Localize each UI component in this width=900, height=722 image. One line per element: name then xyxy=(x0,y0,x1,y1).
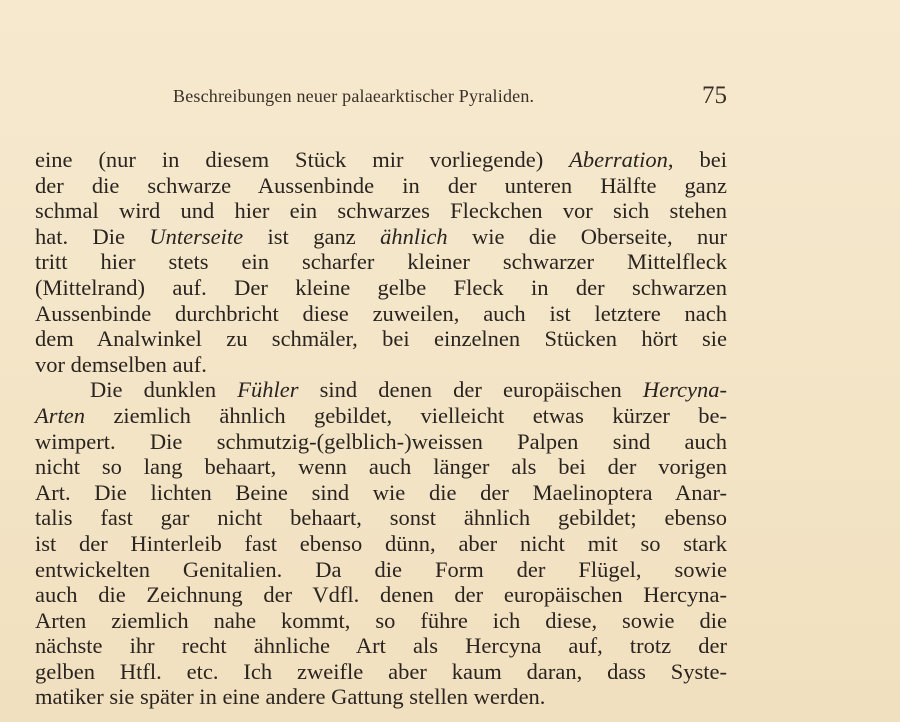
text-line xyxy=(35,633,727,659)
text-segment: (Mittelrand) auf. Der kleine gelbe Fleck in der schwarzen xyxy=(35,274,727,300)
text-segment: tritt hier stets ein scharfer kleiner schwarzer Mittelfleck xyxy=(35,249,727,275)
text-segment: ist der Hinterleib fast ebenso dünn, aber nicht mit so stark xyxy=(35,530,727,556)
text-line xyxy=(35,352,727,378)
text-segment: auch die Zeichnung der Vdfl. denen der europäischen Hercyna- xyxy=(35,582,727,608)
text-segment: hat. Die xyxy=(35,223,150,249)
text-segment: Arten ziemlich nahe kommt, so führe ich diese, sowie die xyxy=(35,607,727,633)
text-line xyxy=(35,147,727,173)
italic-term: Unterseite xyxy=(149,223,244,249)
italic-term: Arten xyxy=(35,402,85,428)
text-line xyxy=(35,505,727,531)
text-segment: entwickelten Genitalien. Da die Form der Flügel, sowie xyxy=(35,556,727,582)
text-segment: wimpert. Die schmutzig-(gelblich-)weissen Palpen sind auch xyxy=(35,428,727,454)
text-line xyxy=(35,173,727,199)
text-segment: ist ganz xyxy=(243,223,381,249)
text-segment: talis fast gar nicht behaart, sonst ähnlich gebildet; ebenso xyxy=(35,505,727,531)
text-line xyxy=(35,224,727,250)
text-line xyxy=(35,582,727,608)
text-segment: nicht so lang behaart, wenn auch länger als bei der vorigen xyxy=(35,454,727,480)
text-segment: wie die Oberseite, nur xyxy=(447,223,727,249)
body-text xyxy=(35,147,727,710)
text-segment: vor demselben auf. xyxy=(35,351,207,377)
text-segment: eine (nur in diesem Stück mir vorliegende) xyxy=(35,147,570,172)
text-segment: ziemlich ähnlich gebildet, vielleicht etwas kürzer be- xyxy=(85,402,727,428)
text-segment: Die dunklen xyxy=(90,377,238,403)
page-header xyxy=(35,82,727,116)
text-segment: gelben Htfl. etc. Ich zweifle aber kaum daran, dass Syste- xyxy=(35,658,727,684)
page-number: 75 xyxy=(702,82,727,109)
text-segment: schmal wird und hier ein schwarzes Fleckchen vor sich stehen xyxy=(35,198,727,224)
text-line xyxy=(35,301,727,327)
text-line xyxy=(35,454,727,480)
text-line xyxy=(35,557,727,583)
text-segment: nächste ihr recht ähnliche Art als Hercyna auf, trotz der xyxy=(35,633,727,659)
text-line xyxy=(35,608,727,634)
text-segment: Aussenbinde durchbricht diese zuweilen, auch ist letztere nach xyxy=(35,300,727,326)
text-segment: dem Analwinkel zu schmäler, bei einzelnen Stücken hört sie xyxy=(35,326,727,352)
text-line xyxy=(35,659,727,685)
italic-term: Aberration xyxy=(569,147,668,172)
italic-term: Hercyna- xyxy=(642,377,727,403)
text-segment: der die schwarze Aussenbinde in der unteren Hälfte ganz xyxy=(35,172,727,198)
italic-term: ähnlich xyxy=(380,223,448,249)
text-line xyxy=(35,275,727,301)
text-line xyxy=(35,429,727,455)
text-line xyxy=(35,326,727,352)
text-line xyxy=(35,480,727,506)
text-segment: Art. Die lichten Beine sind wie die der Maelinoptera Anar- xyxy=(35,479,727,505)
text-line xyxy=(35,403,727,429)
text-line xyxy=(35,684,727,710)
italic-term: Fühler xyxy=(237,377,299,403)
text-line xyxy=(35,198,727,224)
text-line xyxy=(35,249,727,275)
text-segment: , bei xyxy=(667,147,727,172)
text-line xyxy=(35,531,727,557)
running-title: Beschreibungen neuer palaearktischer Pyraliden. xyxy=(173,86,535,106)
text-line xyxy=(35,377,727,403)
text-segment: sind denen der europäischen xyxy=(298,377,643,403)
text-segment: matiker sie später in eine andere Gattung stellen werden. xyxy=(35,684,546,710)
